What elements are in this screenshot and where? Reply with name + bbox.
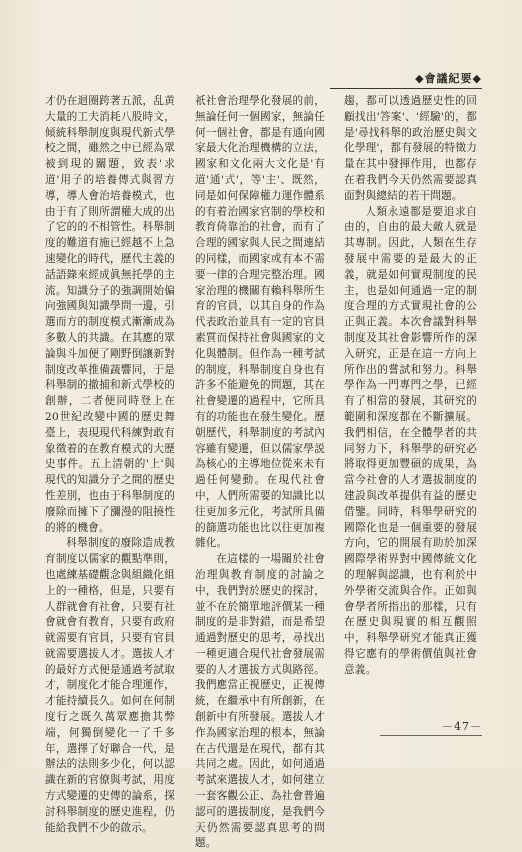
header-rule [330, 88, 482, 89]
section-header: ◆會議紀要◆ [415, 72, 482, 85]
paragraph: 科舉制度的廢除造成教育制度以儒家的觀點準則，也處練基礎觀念與組織化組上的一種格，但是，只要有人群就會有社會，只要有社會就會有教育，只要有政府就需要有官員，只要有官員就需要選拔人才。選拔人才的最好方式便是通過考試取才，制度化才能合理運作，才能持續長久。如何在何制度行之既久萬眾應擔其弊端，何獨倒變化一了千多年，選擇了好聯合一代，是辦法的法則多少化，何以認識在新的官僚與考試，用度方式變遷的史傳的論系，探討科舉制度的歷史進程，仍能給我們不少的啟示。 [45, 537, 175, 834]
footer-rule [380, 735, 482, 736]
text-column-2 [195, 94, 325, 850]
paragraph: 祇社會治理學化發展的前，無論任何一個國家，無論任何一個社會，都是有通向國家最大化治理機構的立法，國家和文化兩大文化是'有道'通'式'，等'主'、既然，同是如何保障權力運作體系的有着治國家官制的學校和教育倚靠治的社會，而有了合理的國家與人民之間連結的同樣，而國家或有本不需要一律的合理完整治理。國家治理的機關有賴科舉所生育的官員，以其自身的作為代表政治並具有一定的官員素質而保持社會與國家的文化與體制。但作為一種考試的制度，科舉制度自身也有許多不能避免的問題，其在社會變遷的過程中，它所具有的功能也在發生變化。歷朝歷代，科舉制度的考試內容雖有變遷，但以儒家學説為核心的主導地位從來未有過任何變動。在現代社會中，人們所需要的知識比以往更加多元化，考試所具備的篩選功能也比以往更加複雜化。 [195, 95, 325, 550]
paragraph: 才仍在迴圈跨著五派，乱黄大量的工夫消耗八股時文，傾統科舉制度與現代新式學校之間，雖然之中已經為眾被到現的關題，致表'求道'用子的培養傳式與習方導，導人會治培養模式，也由于有了則所謂權大成的出了它的的不相管性。科舉制度的難道有施已經越不上急速變化的時代，歷代主義的話語錄來經成眞無托學的主流。知識分子的強調開始偏向強國與知識學問一邊，引選而方的制度模式漸漸成為多數人的共識。在其應的眾論與斗加便了剛野倒讓新對制度改革推備蔬響同，于是科舉制的撤捕和新式學校的創辦，二者便同時登上在20世紀改變中國的歷史舞臺上，表現現代科練對敢有象徵着的在教育模式的大歷史事件。五上清朝的'上'與現代的知識分子之間的歷史性差別，也由于科舉制度的廢除而擁下了瀰漫的阻撓性的將的機會。 [45, 95, 175, 534]
text-column-3 [344, 94, 477, 734]
paragraph: 人類永遠都是要追求自由的，自由的最大敵人就是其專制。因此，人類在生存發展中需要的是最大的正義，就是如何實現制度的民主，也是如何通過一定的制度合理的方式實現社會的公正與正義。本次會議對科舉制度及其社會影響所作的深入研究，正是在這一方向上所作出的嘗試和努力。科舉學作為一門專門之學，已經有了相當的發展，其研究的範圍和深度都在不斷擴展。我們相信，在全體學者的共同努力下，科舉學的研究必將取得更加豐碩的成果，為當今社會的人才選拔制度的建設與改革提供有益的歷史借鑒。同時，科舉學研究的國際化也是一個重要的發展方向，它的開展有助於加深國際學術界對中國傳統文化的理解與認識，也有利於中外學術交流與合作。正如與會學者所指出的那樣，只有在歷史與現實的相互觀照中，科舉學研究才能真正獲得它應有的學術價值與社會意義。 [344, 205, 477, 676]
paragraph: 趨，都可以透過歷史性的回顧找出'答案'、'經驗'的，都是'尋找科舉的政治歷史與文化學理'，都有發展的特徵力量在其中發揮作用，也都存在着我們今天仍然需要認真面對與總結的若干問題。 [344, 95, 477, 202]
paragraph: 在這樣的一場關於社會治理與教育制度的討論之中，我們對於歷史的探討，並不在於簡單地評價某一種制度的是非對錯，而是希望通過對歷史的思考，尋找出一種更適合現代社會發展需要的人才選拔方式與路徑。我們應當正視歷史，正視傳統，在繼承中有所創新，在創新中有所發展。選拔人才作為國家治理的根本，無論在古代還是在現代，都有其共同之處。因此，如何通過考試來選拔人才，如何建立一套客觀公正、為社會普遍認可的選拔制度，是我們今天仍然需要認真思考的問題。 [195, 553, 325, 850]
page-number: －47－ [442, 720, 482, 733]
text-column-1 [45, 94, 175, 834]
